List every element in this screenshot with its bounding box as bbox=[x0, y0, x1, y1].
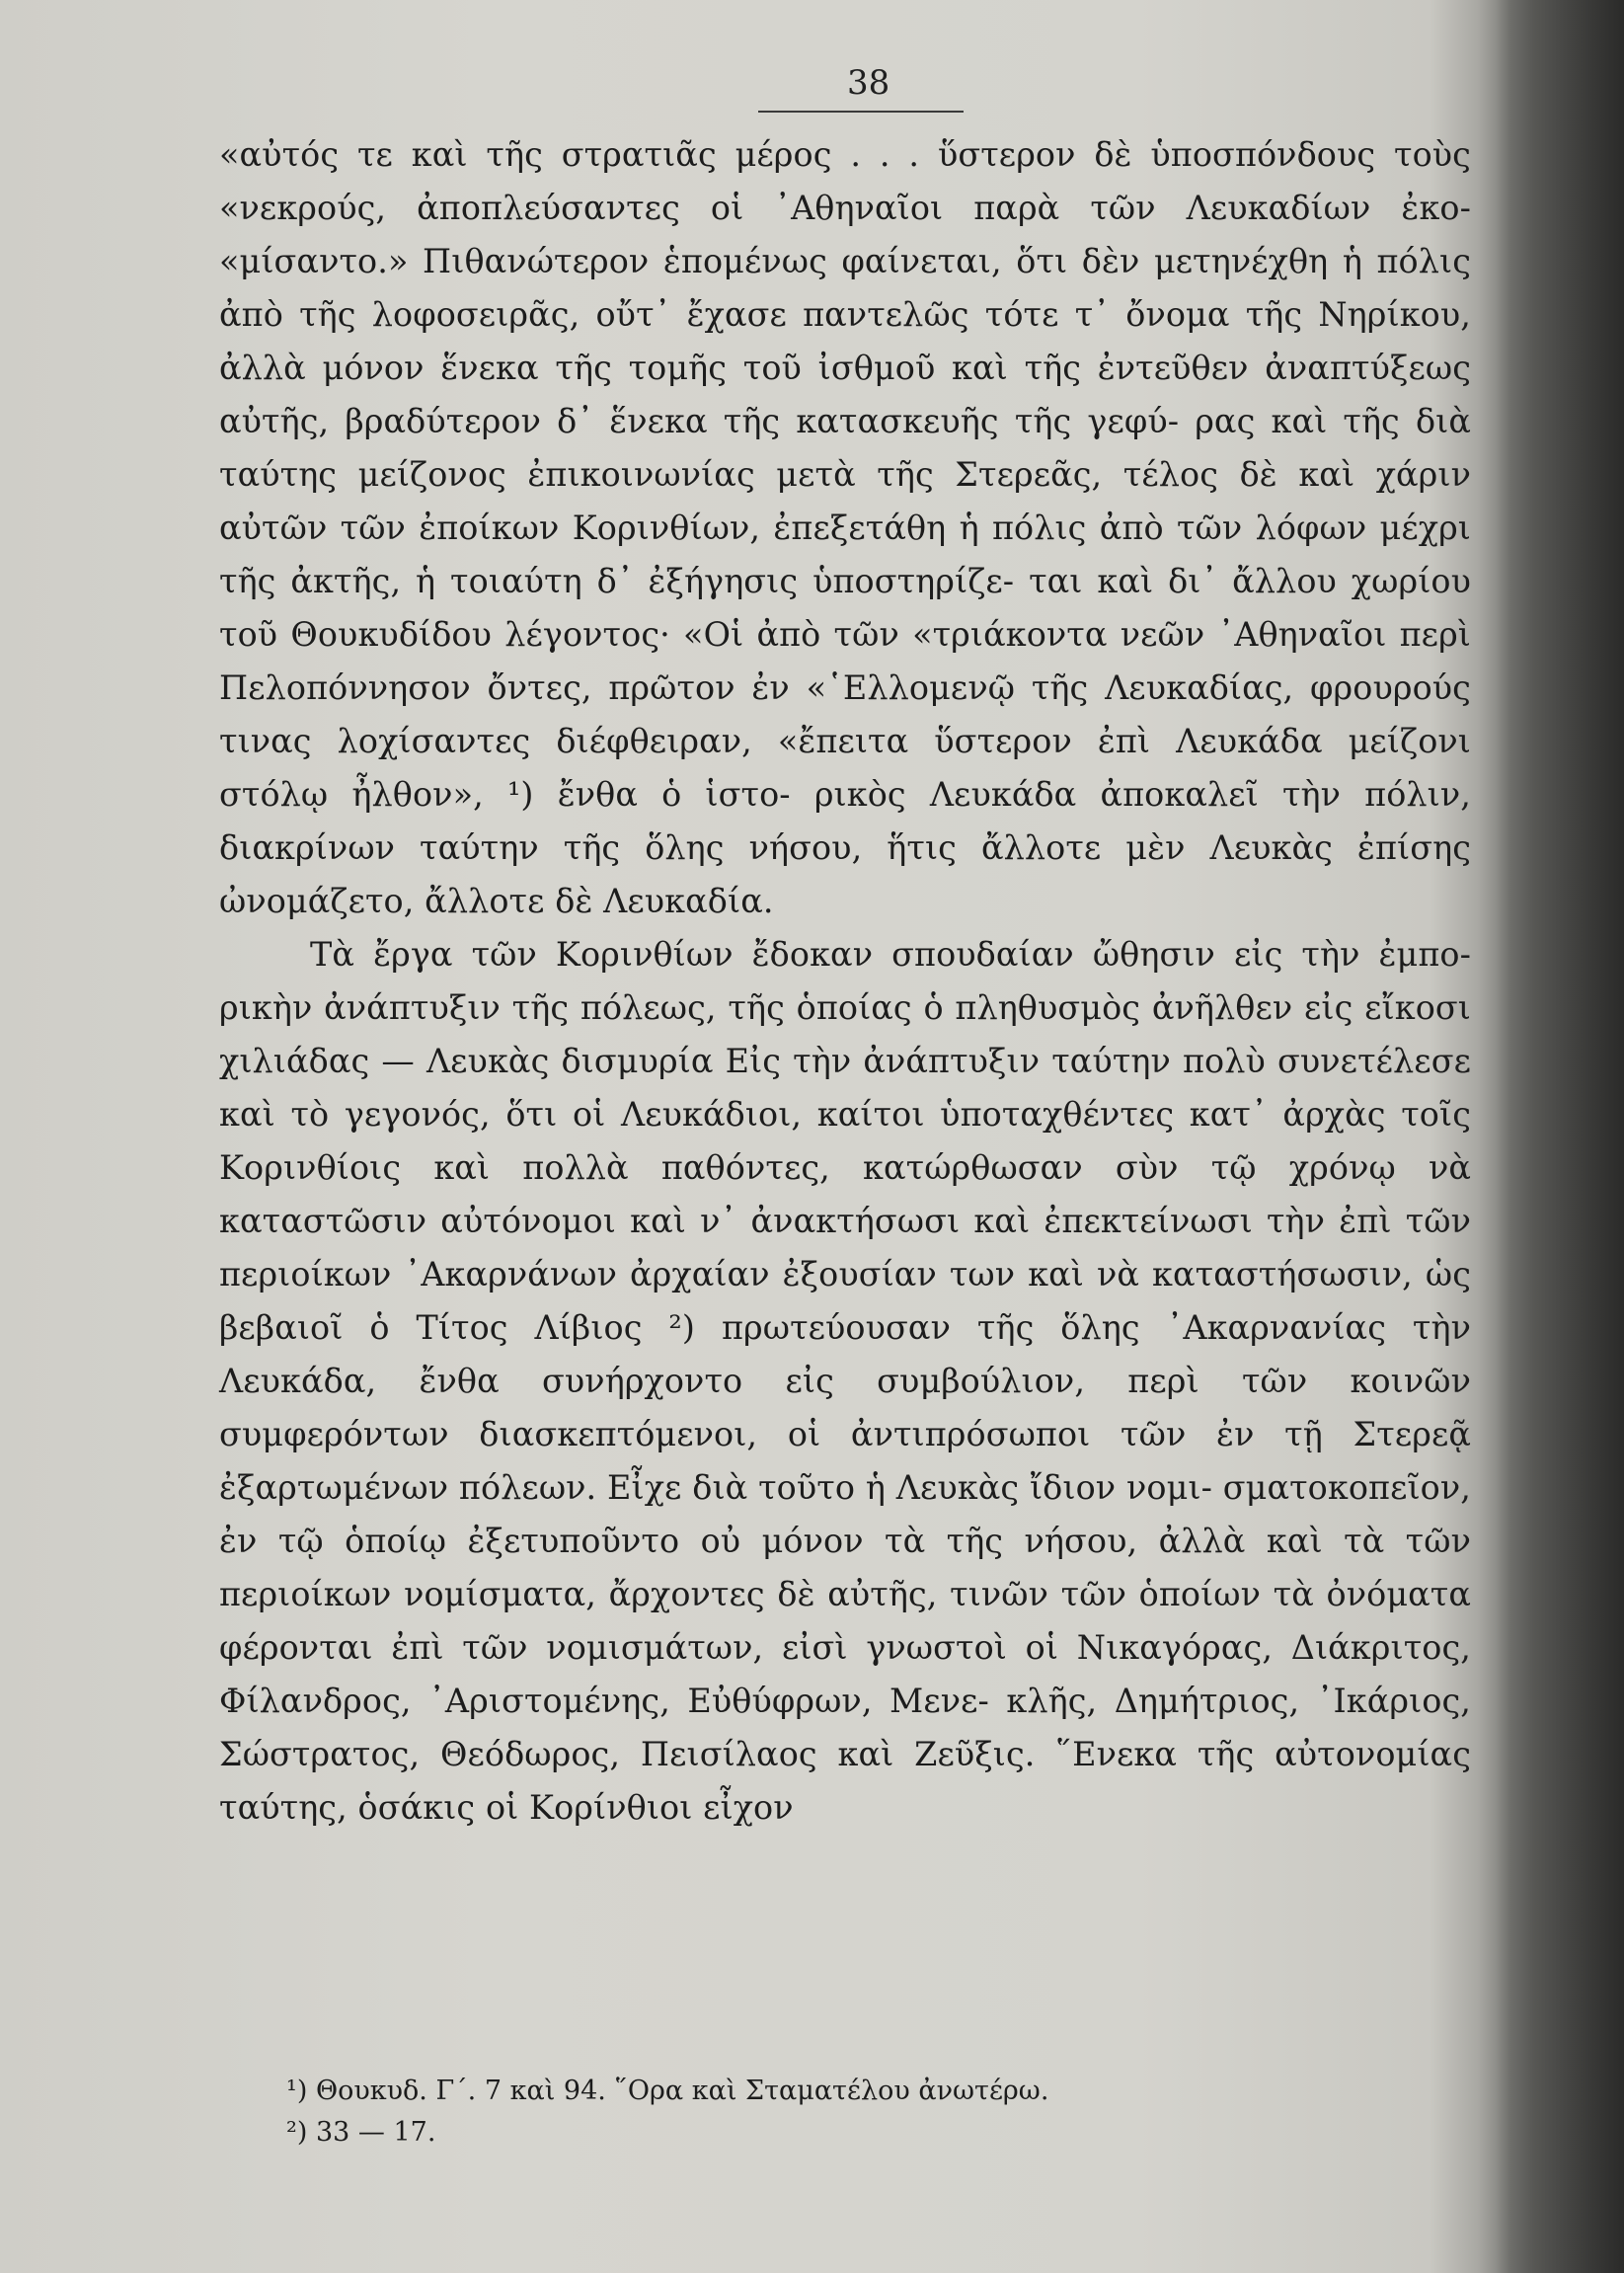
paragraph: «αὐτός τε καὶ τῆς στρατιᾶς μέρος . . . ὕστερον δὲ ὑποσπόνδους τοὺς «νεκρούς, ἀποπλεύσαντες οἱ ᾿Αθηναῖοι παρὰ τῶν Λευκαδίων ἐκο- «μίσαντο.» Πιθανώτερον ἑπομένως φαίνεται, ὅτι δὲν μετηνέχθη ἡ πόλις ἀπὸ τῆς λοφοσειρᾶς, οὔτ᾽ ἔχασε παντελῶς τότε τ᾽ ὄνομα τῆς Νηρίκου, ἀλλὰ μόνον ἕνεκα τῆς τομῆς τοῦ ἰσθμοῦ καὶ τῆς ἐντεῦθεν ἀναπτύξεως αὐτῆς, βραδύτερον δ᾽ ἕνεκα τῆς κατασκευῆς τῆς γεφύ- ρας καὶ τῆς διὰ ταύτης μείζονος ἐπικοινωνίας μετὰ τῆς Στερεᾶς, τέλος δὲ καὶ χάριν αὐτῶν τῶν ἐποίκων Κορινθίων, ἐπεξετάθη ἡ πόλις ἀπὸ τῶν λόφων μέχρι τῆς ἀκτῆς, ἡ τοιαύτη δ᾽ ἐξήγησις ὑποστηρίζε- ται καὶ δι᾽ ἄλλου χωρίου τοῦ Θουκυδίδου λέγοντος· «Οἱ ἀπὸ τῶν «τριάκοντα νεῶν ᾿Αθηναῖοι περὶ Πελοπόννησον ὄντες, πρῶτον ἐν «῾Ελλομενῷ τῆς Λευκαδίας, φρουρούς τινας λοχίσαντες διέφθειραν, «ἔπειτα ὕστερον ἐπὶ Λευκάδα μείζονι στόλῳ ἦλθον», ¹) ἔνθα ὁ ἱστο- ρικὸς Λευκάδα ἀποκαλεῖ τὴν πόλιν, διακρίνων ταύτην τῆς ὅλης νήσου, ἥτις ἄλλοτε μὲν Λευκὰς ἐπίσης ὠνομάζετο, ἄλλοτε δὲ Λευκαδία. bbox=[219, 135, 1471, 920]
footnotes bbox=[286, 2071, 1274, 2154]
footnote-1: ¹) Θουκυδ. Γ΄. 7 καὶ 94. ῞Ορα καὶ Σταματέλου ἀνωτέρω. bbox=[286, 2076, 1049, 2106]
binding-shadow bbox=[1496, 0, 1624, 2273]
main-text bbox=[219, 128, 1471, 1835]
paragraph: Τὰ ἔργα τῶν Κορινθίων ἔδοκαν σπουδαίαν ὤθησιν εἰς τὴν ἐμπο- ρικὴν ἀνάπτυξιν τῆς πόλεως, τῆς ὁποίας ὁ πληθυσμὸς ἀνῆλθεν εἰς εἴκοσι χιλιάδας — Λευκὰς δισμυρία Εἰς τὴν ἀνάπτυξιν ταύτην πολὺ συνετέλεσε καὶ τὸ γεγονός, ὅτι οἱ Λευκάδιοι, καίτοι ὑποταχθέντες κατ᾽ ἀρχὰς τοῖς Κορινθίοις καὶ πολλὰ παθόντες, κατώρθωσαν σὺν τῷ χρόνῳ νὰ καταστῶσιν αὐτόνομοι καὶ ν᾽ ἀνακτήσωσι καὶ ἐπεκτείνωσι τὴν ἐπὶ τῶν περιοίκων ᾿Ακαρνάνων ἀρχαίαν ἐξουσίαν των καὶ νὰ καταστήσωσιν, ὡς βεβαιοῖ ὁ Τίτος Λίβιος ²) πρωτεύουσαν τῆς ὅλης ᾿Ακαρνανίας τὴν Λευκάδα, ἔνθα συνήρχοντο εἰς συμβούλιον, περὶ τῶν κοινῶν συμφερόντων διασκεπτόμενοι, οἱ ἀντιπρόσωποι τῶν ἐν τῇ Στερεᾷ ἐξαρτωμένων πόλεων. Εἶχε διὰ τοῦτο ἡ Λευκὰς ἴδιον νομι- σματοκοπεῖον, ἐν τῷ ὁποίῳ ἐξετυποῦντο οὐ μόνον τὰ τῆς νήσου, ἀλλὰ καὶ τὰ τῶν περιοίκων νομίσματα, ἄρχοντες δὲ αὐτῆς, τινῶν τῶν ὁποίων τὰ ὀνόματα φέρονται ἐπὶ τῶν νομισμάτων, εἰσὶ γνωστοὶ οἱ Νικαγόρας, Διάκριτος, Φίλανδρος, ᾿Αριστομένης, Εὐθύφρων, Μενε- κλῆς, Δημήτριος, ᾿Ικάριος, Σώστρατος, Θεόδωρος, Πεισίλαος καὶ Ζεῦξις. ῞Ενεκα τῆς αὐτονομίας ταύτης, ὁσάκις οἱ Κορίνθιοι εἶχον bbox=[219, 935, 1471, 1827]
header-rule bbox=[758, 111, 964, 113]
page-number: 38 bbox=[847, 63, 890, 103]
footnote-2: ²) 33 — 17. bbox=[286, 2117, 436, 2148]
